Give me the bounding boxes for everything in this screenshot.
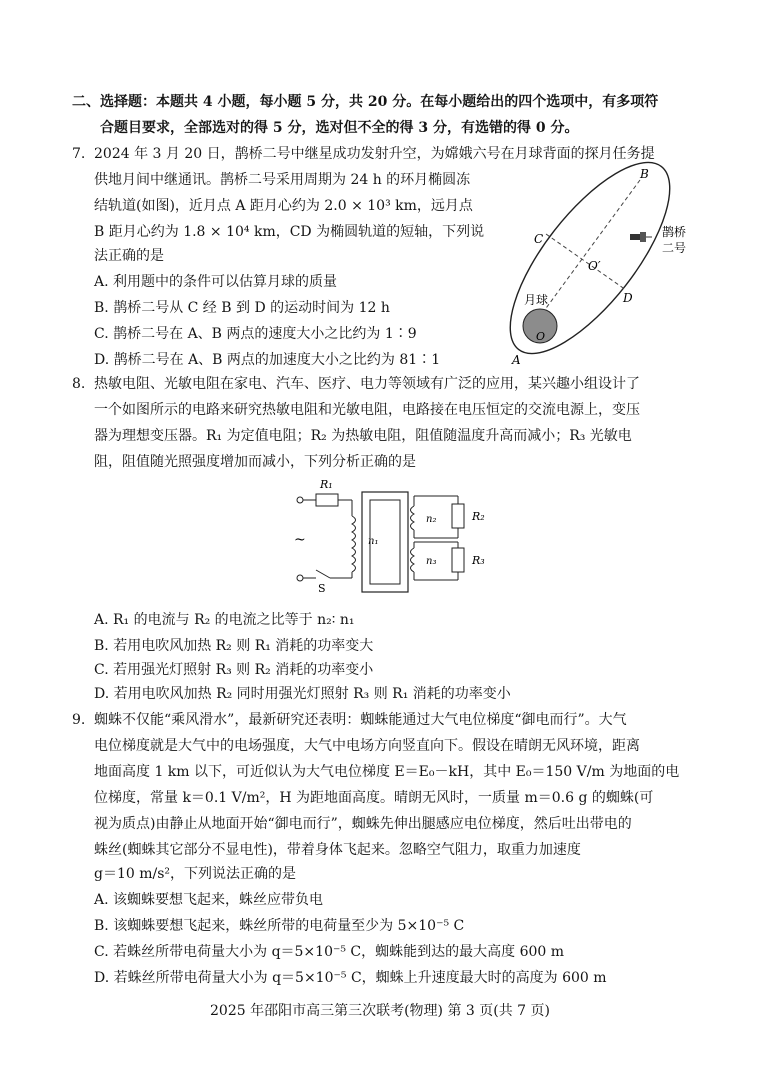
- q8-text-line-4: 阻，阻值随光照强度增加而减小，下列分析正确的是: [94, 454, 416, 470]
- q9-text-line-1: 蜘蛛不仅能“乘风滑水”，最新研究还表明：蜘蛛能通过大气电位梯度“御电而行”。大气: [94, 712, 627, 728]
- label-S: S: [318, 582, 326, 595]
- label-n2: n₂: [426, 514, 437, 525]
- q9-number: 9.: [72, 712, 86, 728]
- q8-option-d: D. 若用电吹风加热 R₂ 同时用强光灯照射 R₃ 则 R₁ 消耗的功率变小: [94, 686, 511, 702]
- primary-coil: [352, 516, 356, 572]
- label-R1: R₁: [320, 478, 333, 491]
- switch-S: [316, 570, 330, 578]
- q7-text-line-2: 供地月间中继通讯。鹊桥二号采用周期为 24 h 的环月椭圆冻: [94, 172, 471, 188]
- q7-text-line-5: 法正确的是: [94, 248, 164, 264]
- moon-label: 月球: [524, 293, 549, 307]
- terminal-bottom: [297, 575, 303, 581]
- q8-option-a: A. R₁ 的电流与 R₂ 的电流之比等于 n₂∶ n₁: [94, 612, 355, 628]
- section-heading-line-1: 二、选择题：本题共 4 小题，每小题 5 分，共 20 分。在每小题给出的四个选项中，有多项符: [72, 94, 659, 110]
- resistor-R3: [452, 548, 464, 572]
- label-n1: n₁: [368, 536, 379, 547]
- label-A: A: [512, 353, 521, 367]
- page-footer: 2025 年邵阳市高三第三次联考(物理) 第 3 页(共 7 页): [210, 1003, 550, 1019]
- minor-axis-dashed: [546, 234, 626, 290]
- label-B: B: [640, 167, 649, 181]
- q8-option-c: C. 若用强光灯照射 R₃ 则 R₂ 消耗的功率变小: [94, 662, 374, 678]
- q7-number: 7.: [72, 146, 86, 162]
- q9-option-d: D. 若蛛丝所带电荷量大小为 q＝5×10⁻⁵ C，蜘蛛上升速度最大时的高度为 600 m: [94, 970, 607, 986]
- satellite-icon: [630, 232, 652, 242]
- q7-option-a: A. 利用题中的条件可以估算月球的质量: [94, 274, 338, 290]
- label-C: C: [534, 232, 544, 246]
- q7-option-c: C. 鹊桥二号在 A、B 两点的速度大小之比约为 1∶9: [94, 326, 417, 342]
- q8-circuit-figure: [286, 474, 496, 604]
- q7-text-line-3: 结轨道(如图)，近月点 A 距月心约为 2.0 × 10³ km，远月点: [94, 198, 473, 214]
- q8-option-b: B. 若用电吹风加热 R₂ 则 R₁ 消耗的功率变大: [94, 638, 374, 654]
- q9-option-c: C. 若蛛丝所带电荷量大小为 q＝5×10⁻⁵ C，蜘蛛能到达的最大高度 600 m: [94, 944, 565, 960]
- q8-text-line-3: 器为理想变压器。R₁ 为定值电阻；R₂ 为热敏电阻，阻值随温度升高而减小；R₃ 光敏电: [94, 428, 632, 444]
- label-O: O: [536, 330, 546, 343]
- label-Oprime: O′: [588, 259, 601, 273]
- major-axis-dashed: [530, 180, 640, 330]
- label-n3: n₃: [426, 556, 437, 567]
- q8-text-line-2: 一个如图所示的电路来研究热敏电阻和光敏电阻，电路接在电压恒定的交流电源上，变压: [94, 402, 640, 418]
- resistor-R1: [316, 494, 338, 506]
- q9-text-line-2: 电位梯度就是大气中的电场强度，大气中电场方向竖直向下。假设在晴朗无风环境，距离: [94, 738, 640, 754]
- secondary-coil-n3: [411, 548, 415, 572]
- label-R2: R₂: [472, 510, 485, 523]
- label-R3: R₃: [472, 554, 485, 567]
- q9-text-line-7: g＝10 m/s²，下列说法正确的是: [94, 866, 297, 882]
- q7-option-b: B. 鹊桥二号从 C 经 B 到 D 的运动时间为 12 h: [94, 300, 390, 316]
- ac-source-symbol: ~: [294, 532, 306, 548]
- sat-label-2: 二号: [662, 241, 687, 255]
- q7-text-line-4: B 距月心约为 1.8 × 10⁴ km，CD 为椭圆轨道的短轴，下列说: [94, 224, 485, 240]
- q7-text-line-1: 2024 年 3 月 20 日，鹊桥二号中继星成功发射升空，为嫦娥六号在月球背面的探月任务提: [94, 146, 655, 162]
- q9-text-line-4: 位梯度，常量 k＝0.1 V/m²，H 为距地面高度。晴朗无风时，一质量 m＝0.6 g 的蜘蛛(可: [94, 790, 654, 806]
- q9-text-line-5: 视为质点)由静止从地面开始“御电而行”，蜘蛛先伸出腿感应电位梯度，然后吐出带电的: [94, 816, 632, 832]
- q7-orbit-figure: [490, 160, 700, 370]
- q9-text-line-3: 地面高度 1 km 以下，可近似认为大气电位梯度 E＝E₀－kH，其中 E₀＝150 V/m 为地面的电: [94, 764, 680, 780]
- q9-text-line-6: 蛛丝(蜘蛛其它部分不显电性)，带着身体飞起来。忽略空气阻力，取重力加速度: [94, 842, 581, 858]
- q9-option-a: A. 该蜘蛛要想飞起来，蛛丝应带负电: [94, 892, 324, 908]
- q9-option-b: B. 该蜘蛛要想飞起来，蛛丝所带的电荷量至少为 5×10⁻⁵ C: [94, 918, 465, 934]
- secondary-coil-n2: [411, 506, 415, 530]
- section-heading-line-2: 合题目要求，全部选对的得 5 分，选对但不全的得 3 分，有选错的得 0 分。: [100, 120, 579, 136]
- q8-number: 8.: [72, 376, 86, 392]
- label-D: D: [623, 291, 633, 305]
- q8-text-line-1: 热敏电阻、光敏电阻在家电、汽车、医疗、电力等领域有广泛的应用，某兴趣小组设计了: [94, 376, 640, 392]
- sat-label-1: 鹊桥: [662, 225, 687, 239]
- resistor-R2: [452, 504, 464, 528]
- q7-option-d: D. 鹊桥二号在 A、B 两点的加速度大小之比约为 81∶1: [94, 352, 441, 368]
- terminal-top: [297, 497, 303, 503]
